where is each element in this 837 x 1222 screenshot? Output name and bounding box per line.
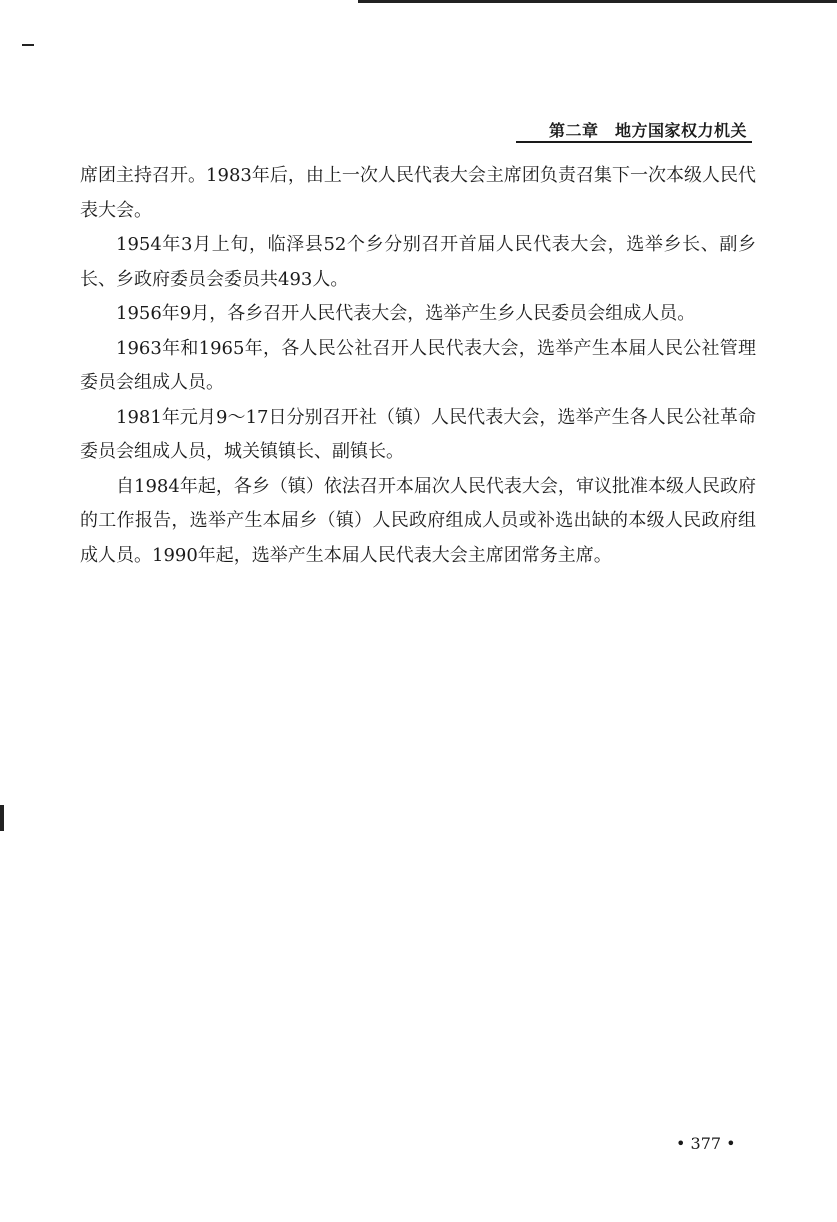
paragraph-1984: 自1984年起，各乡（镇）依法召开本届次人民代表大会，审议批准本级人民政府的工作报告，选举产生本届乡（镇）人民政府组成人员或补选出缺的本级人民政府组成人员。1990年起，选举产生本届人民代表大会主席团常务主席。	[80, 475, 756, 566]
scan-mark-left	[22, 44, 34, 46]
scan-edge-top	[358, 0, 837, 3]
chapter-header: 第二章 地方国家权力机关	[548, 121, 747, 140]
paragraph-1963: 1963年和1965年，各人民公社召开人民代表大会，选举产生本届人民公社管理委员会组成人员。	[80, 337, 756, 393]
paragraph-1981: 1981年元月9～17日分别召开社（镇）人民代表大会，选举产生各人民公社革命委员会组成人员，城关镇镇长、副镇长。	[80, 406, 756, 462]
paragraph-1954: 1954年3月上旬，临泽县52个乡分别召开首届人民代表大会，选举乡长、副乡长、乡政府委员会委员共493人。	[80, 234, 756, 290]
page-number: • 377 •	[676, 1134, 736, 1153]
header-rule	[516, 141, 752, 143]
paragraph-continuation: 席团主持召开。1983年后，由上一次人民代表大会主席团负责召集下一次本级人民代表大会。	[80, 165, 756, 221]
page-body	[80, 159, 756, 573]
paragraph-1956: 1956年9月，各乡召开人民代表大会，选举产生乡人民委员会组成人员。	[116, 303, 696, 324]
scan-edge-left	[0, 805, 4, 831]
